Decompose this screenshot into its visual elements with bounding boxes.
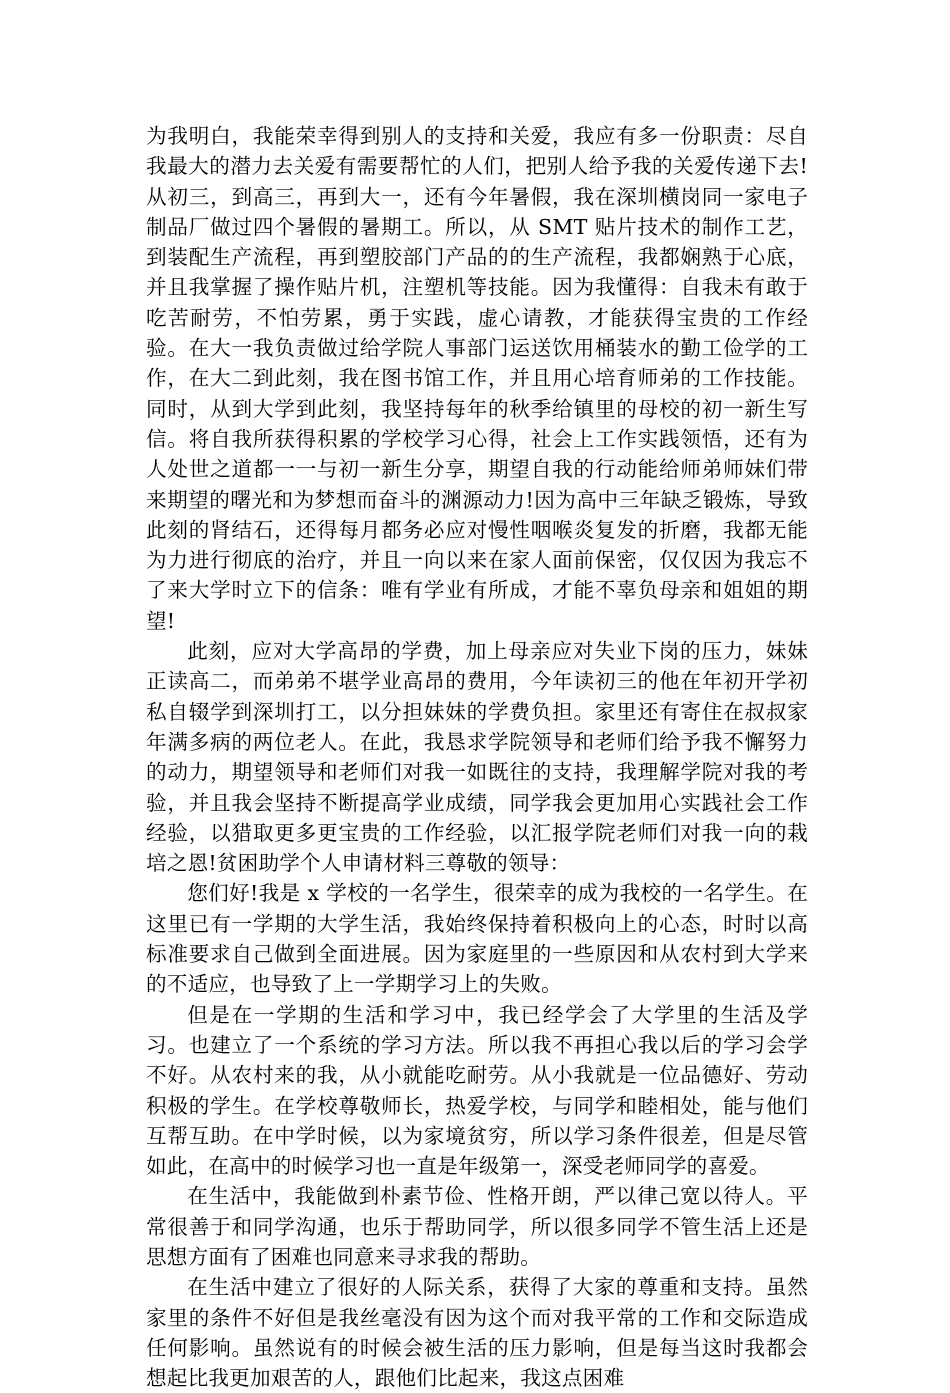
paragraph-2: 此刻，应对大学高昂的学费，加上母亲应对失业下岗的压力，妹妹正读高二，而弟弟不堪学业高昂的费用，今年读初三的他在年初开学初私自辍学到深圳打工，以分担妹妹的学费负担。家里还有寄住在叔叔家年满多病的两位老人。在此，我恳求学院领导和老师们给予我不懈努力的动力，期望领导和老师们对我一如既往的支持，我理解学院对我的考验，并且我会坚持不断提高学业成绩，同学我会更加用心实践社会工作经验，以猎取更多更宝贵的工作经验，以汇报学院老师们对我一向的栽培之恩!贫困助学个人申请材料三尊敬的领导： — [146, 639, 808, 876]
paragraph-5: 在生活中，我能做到朴素节俭、性格开朗，严以律己宽以待人。平常很善于和同学沟通，也乐于帮助同学，所以很多同学不管生活上还是思想方面有了困难也同意来寻求我的帮助。 — [146, 1184, 808, 1269]
paragraph-6: 在生活中建立了很好的人际关系，获得了大家的尊重和支持。虽然家里的条件不好但是我丝毫没有因为这个而对我平常的工作和交际造成任何影响。虽然说有的时候会被生活的压力影响，但是每当这时我都会想起比我更加艰苦的人，跟他们比起来，我这点困难 — [146, 1275, 808, 1391]
paragraph-4: 但是在一学期的生活和学习中，我已经学会了大学里的生活及学习。也建立了一个系统的学习方法。所以我不再担心我以后的学习会学不好。从农村来的我，从小就能吃耐劳。从小我就是一位品德好、劳动积极的学生。在学校尊敬师长，热爱学校，与同学和睦相处，能与他们互帮互助。在中学时候，以为家境贫穷，所以学习条件很差，但是尽管如此，在高中的时候学习也一直是年级第一，深受老师同学的喜爱。 — [146, 1002, 808, 1179]
paragraph-3: 您们好!我是 x 学校的一名学生，很荣幸的成为我校的一名学生。在这里已有一学期的大学生活，我始终保持着积极向上的心态，时时以高标准要求自己做到全面进展。因为家庭里的一些原因和从农村到大学来的不适应，也导致了上一学期学习上的失败。 — [146, 881, 808, 997]
paragraph-1: 为我明白，我能荣幸得到别人的支持和关爱，我应有多一份职责：尽自我最大的潜力去关爱有需要帮忙的人们，把别人给予我的关爱传递下去!从初三，到高三，再到大一，还有今年暑假，我在深圳横岗同一家电子制品厂做过四个暑假的暑期工。所以，从 SMT 贴片技术的制作工艺，到装配生产流程，再到塑胶部门产品的的生产流程，我都娴熟于心底，并且我掌握了操作贴片机，注塑机等技能。因为我懂得：自我未有敢于吃苦耐劳，不怕劳累，勇于实践，虚心请教，才能获得宝贵的工作经验。在大一我负责做过给学院人事部门运送饮用桶装水的勤工俭学的工作，在大二到此刻，我在图书馆工作，并且用心培育师弟的工作技能。同时，从到大学到此刻，我坚持每年的秋季给镇里的母校的初一新生写信。将自我所获得积累的学校学习心得，社会上工作实践领悟，还有为人处世之道都一一与初一新生分享，期望自我的行动能给师弟师妹们带来期望的曙光和为梦想而奋斗的渊源动力!因为高中三年缺乏锻炼，导致此刻的肾结石，还得每月都务必应对慢性咽喉炎复发的折磨，我都无能为力进行彻底的治疗，并且一向以来在家人面前保密，仅仅因为我忘不了来大学时立下的信条：唯有学业有所成，才能不辜负母亲和姐姐的期望! — [146, 124, 808, 633]
document-page — [146, 121, 808, 1393]
